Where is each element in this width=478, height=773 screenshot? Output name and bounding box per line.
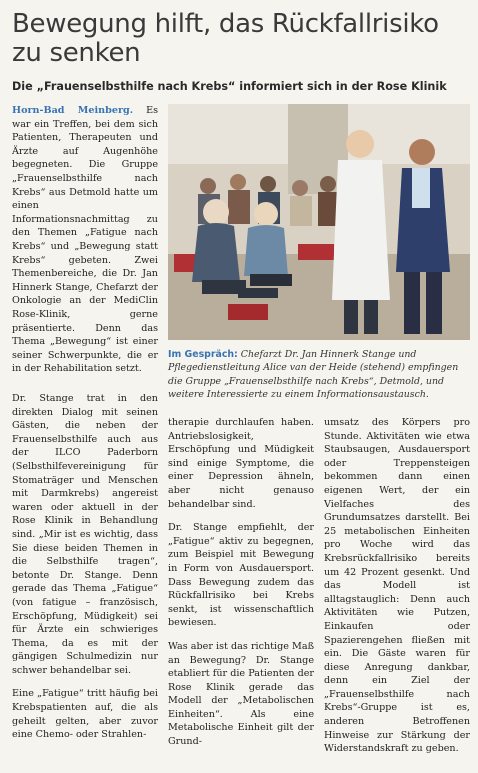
article-column-2 xyxy=(168,416,314,759)
subheadline: Die „Frauenselbsthilfe nach Krebs“ informiert sich in der Rose Klinik xyxy=(12,80,447,93)
photo-illustration xyxy=(168,104,470,340)
paragraph-metabolic: umsatz des Körpers pro Stunde. Aktivitäten wie etwa Staubsaugen, Ausdauersport oder Treppensteigen bekommen dann einen eigenen Wert, der ein Vielfaches des Grundumsatzes darstellt. Bei 25 metabolischen Einheiten pro Woche wird das Krebsrückfallrisiko bereits um 42 Prozent gesenkt. Und das Modell ist alltagstauglich: Denn auch Aktivitäten wie Putzen, Einkaufen oder Spazierengehen fließen mit ein. Die Gäste waren für diese Anregung dankbar, denn ein Ziel der „Frauenselbsthilfe nach Krebs“-Gruppe ist es, anderen Betroffenen Hinweise zur Stärkung der Widerstandskraft zu geben. xyxy=(324,417,470,755)
paragraph-dialog: Dr. Stange trat in den direkten Dialog mit seinen Gästen, die neben der Frauenselbsthilfe auch aus der ILCO Paderborn (Selbsthilfevereinigung für Stomaträger und Menschen mit Darmkrebs) angereist waren oder aktuell in der Rose Klinik in Behandlung sind. „Mir ist es wichtig, dass Sie diese beiden Themen in die Selbsthilfe tragen“, betonte Dr. Stange. Denn gerade das Thema „Fatigue“ (von fatigue – französisch, Erschöpfung, Müdigkeit) sei für Ärzte ein schwieriges Thema, da es mit der gängigen Schulmedizin nur schwer behandelbar sei. xyxy=(12,393,158,676)
paragraph-model: Was aber ist das richtige Maß an Bewegung? Dr. Stange etabliert für die Patienten der Rose Klinik gerade das Modell der „Metabolischen Einheiten“. Als eine Metabolische Einheit gilt der Grund- xyxy=(168,640,314,748)
paragraph-recommendation: Dr. Stange empfiehlt, der „Fatigue“ aktiv zu begegnen, zum Beispiel mit Bewegung in Form von Ausdauersport. Dass Bewegung zudem das Rückfallrisiko bei Krebs senkt, ist wissenschaftlich bewiesen. xyxy=(168,522,314,629)
article-column-3 xyxy=(324,416,470,766)
caption-label: Im Gespräch: xyxy=(168,349,238,360)
caption-text: Chefarzt Dr. Jan Hinnerk Stange und Pflegedienstleitung Alice van der Heide (stehend) empfingen die Gruppe „Frauenselbsthilfe nach Krebs“, Detmold, und weitere Interessierte zu einem Informationsaustausch. xyxy=(168,349,459,401)
paragraph-fatigue-start: Eine „Fatigue“ tritt häufig bei Krebspatienten auf, die als geheilt gelten, aber zuvor eine Chemo- oder Strahlen- xyxy=(12,688,158,741)
article-photo xyxy=(168,104,470,340)
photo-caption xyxy=(168,348,470,402)
paragraph-symptoms: therapie durchlaufen haben. Antriebslosigkeit, Erschöpfung und Müdigkeit sind einige Symptome, die einer Depression ähneln, aber nicht genauso behandelbar sind. xyxy=(168,417,314,510)
paragraph-intro xyxy=(12,104,158,376)
article-column-1b xyxy=(12,392,158,752)
intro-text: Es war ein Treffen, bei dem sich Patienten, Therapeuten und Ärzte auf Augenhöhe begegneten. Die Gruppe „Frauenselbsthilfe nach Krebs“ aus Detmold hatte um einen Informationsnachmittag zu den Themen „Fatigue nach Krebs“ und „Bewegung statt Krebs“ gebeten. Zwei Themenbereiche, die Dr. Jan Hinnerk Stange, Chefarzt der Onkologie an der MediClin Rose-Klinik, gerne präsentierte. Denn das Thema „Bewegung“ ist einer seiner Schwerpunkte, die er in der Rehabilitation setzt. xyxy=(12,105,158,375)
headline: Bewegung hilft, das Rückfallrisiko zu senken xyxy=(12,9,439,68)
article-column-1a xyxy=(12,104,158,386)
dateline: Horn-Bad Meinberg. xyxy=(12,105,134,116)
